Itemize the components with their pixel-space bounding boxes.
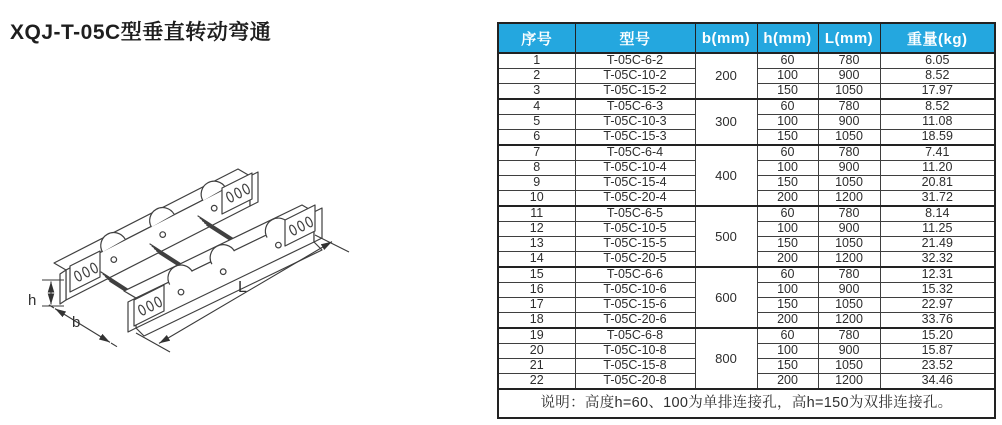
cell-model: T-05C-10-2 [575,69,695,84]
col-header-h: h(mm) [757,23,818,53]
col-header-b: b(mm) [695,23,757,53]
cell-h: 60 [757,53,818,69]
cell-no: 17 [498,298,575,313]
cell-weight: 8.14 [880,206,995,222]
cell-L: 1050 [818,176,880,191]
cell-no: 12 [498,222,575,237]
cell-model: T-05C-20-5 [575,252,695,268]
cell-L: 900 [818,161,880,176]
cell-no: 21 [498,359,575,374]
cell-no: 8 [498,161,575,176]
cell-L: 1050 [818,298,880,313]
col-header-model: 型号 [575,23,695,53]
cell-L: 1200 [818,313,880,329]
col-header-L: L(mm) [818,23,880,53]
cell-weight: 31.72 [880,191,995,207]
cell-h: 100 [757,283,818,298]
cell-no: 11 [498,206,575,222]
table-row [498,53,995,69]
cell-weight: 11.25 [880,222,995,237]
cell-h: 60 [757,267,818,283]
cell-no: 10 [498,191,575,207]
cell-model: T-05C-10-3 [575,115,695,130]
cell-weight: 17.97 [880,84,995,100]
cell-h: 100 [757,115,818,130]
cell-b: 500 [695,206,757,267]
table-note: 说明：高度h=60、100为单排连接孔，高h=150为双排连接孔。 [498,389,995,418]
col-header-weight: 重量(kg) [880,23,995,53]
cell-L: 900 [818,69,880,84]
table-note-row [498,389,995,418]
cell-model: T-05C-15-5 [575,237,695,252]
cell-weight: 15.20 [880,328,995,344]
cell-weight: 23.52 [880,359,995,374]
cell-no: 1 [498,53,575,69]
cell-L: 780 [818,328,880,344]
cell-weight: 7.41 [880,145,995,161]
table-row [498,267,995,283]
cell-model: T-05C-10-5 [575,222,695,237]
cell-weight: 22.97 [880,298,995,313]
dimension-b [49,305,117,347]
cell-L: 780 [818,267,880,283]
cell-weight: 11.08 [880,115,995,130]
table-row [498,206,995,222]
cell-b: 400 [695,145,757,206]
cell-b: 600 [695,267,757,328]
cell-h: 100 [757,222,818,237]
cell-weight: 12.31 [880,267,995,283]
cell-h: 150 [757,176,818,191]
cell-L: 900 [818,222,880,237]
cell-L: 780 [818,53,880,69]
cell-L: 780 [818,99,880,115]
spec-table [497,22,996,419]
cell-weight: 11.20 [880,161,995,176]
cell-weight: 8.52 [880,69,995,84]
cell-weight: 34.46 [880,374,995,390]
cell-L: 900 [818,344,880,359]
cell-h: 150 [757,298,818,313]
cell-model: T-05C-20-8 [575,374,695,390]
cell-L: 1200 [818,374,880,390]
cell-h: 60 [757,145,818,161]
cell-no: 14 [498,252,575,268]
cell-model: T-05C-6-3 [575,99,695,115]
table-row [498,99,995,115]
cell-no: 9 [498,176,575,191]
cell-L: 900 [818,115,880,130]
cell-no: 4 [498,99,575,115]
page-title: XQJ-T-05C型垂直转动弯通 [10,21,272,44]
dim-h-label: h [28,292,37,309]
cell-weight: 21.49 [880,237,995,252]
cell-model: T-05C-6-8 [575,328,695,344]
cell-model: T-05C-6-6 [575,267,695,283]
cell-L: 1200 [818,252,880,268]
cell-no: 7 [498,145,575,161]
cell-model: T-05C-6-5 [575,206,695,222]
cell-L: 1050 [818,130,880,146]
cable-ladder-drawing [0,0,500,425]
cell-no: 13 [498,237,575,252]
cell-weight: 18.59 [880,130,995,146]
cell-no: 6 [498,130,575,146]
cell-h: 100 [757,344,818,359]
cell-h: 60 [757,328,818,344]
cell-h: 200 [757,313,818,329]
cell-L: 1050 [818,237,880,252]
cell-model: T-05C-6-2 [575,53,695,69]
table-row [498,328,995,344]
cell-L: 900 [818,283,880,298]
table-row [498,145,995,161]
cell-no: 15 [498,267,575,283]
cell-weight: 8.52 [880,99,995,115]
spec-table-body [498,53,995,389]
cell-h: 200 [757,252,818,268]
cell-b: 300 [695,99,757,145]
cell-weight: 15.87 [880,344,995,359]
cell-model: T-05C-15-2 [575,84,695,100]
cell-model: T-05C-20-6 [575,313,695,329]
cell-h: 60 [757,206,818,222]
cell-h: 60 [757,99,818,115]
cell-weight: 20.81 [880,176,995,191]
cell-h: 150 [757,359,818,374]
cell-weight: 15.32 [880,283,995,298]
cell-no: 19 [498,328,575,344]
cell-model: T-05C-15-8 [575,359,695,374]
col-header-no: 序号 [498,23,575,53]
cell-model: T-05C-15-3 [575,130,695,146]
dimension-h [28,280,64,309]
cell-weight: 32.32 [880,252,995,268]
cell-L: 1050 [818,84,880,100]
cell-h: 200 [757,191,818,207]
cell-L: 1050 [818,359,880,374]
cell-model: T-05C-10-6 [575,283,695,298]
cell-h: 150 [757,130,818,146]
cell-no: 22 [498,374,575,390]
cell-no: 2 [498,69,575,84]
cell-model: T-05C-10-4 [575,161,695,176]
dim-b-label: b [72,314,81,331]
cell-h: 150 [757,237,818,252]
cell-L: 780 [818,206,880,222]
cell-model: T-05C-6-4 [575,145,695,161]
cell-model: T-05C-15-6 [575,298,695,313]
cell-model: T-05C-15-4 [575,176,695,191]
dim-L-label: L [238,279,247,296]
cell-no: 18 [498,313,575,329]
cell-model: T-05C-10-8 [575,344,695,359]
cell-b: 800 [695,328,757,389]
cell-no: 3 [498,84,575,100]
spec-table-header [498,23,995,53]
cell-L: 1200 [818,191,880,207]
cell-weight: 6.05 [880,53,995,69]
cell-weight: 33.76 [880,313,995,329]
cell-L: 780 [818,145,880,161]
cell-no: 5 [498,115,575,130]
cell-no: 20 [498,344,575,359]
cell-h: 150 [757,84,818,100]
cell-h: 100 [757,69,818,84]
cell-h: 200 [757,374,818,390]
cell-h: 100 [757,161,818,176]
cell-b: 200 [695,53,757,99]
cell-model: T-05C-20-4 [575,191,695,207]
cell-no: 16 [498,283,575,298]
